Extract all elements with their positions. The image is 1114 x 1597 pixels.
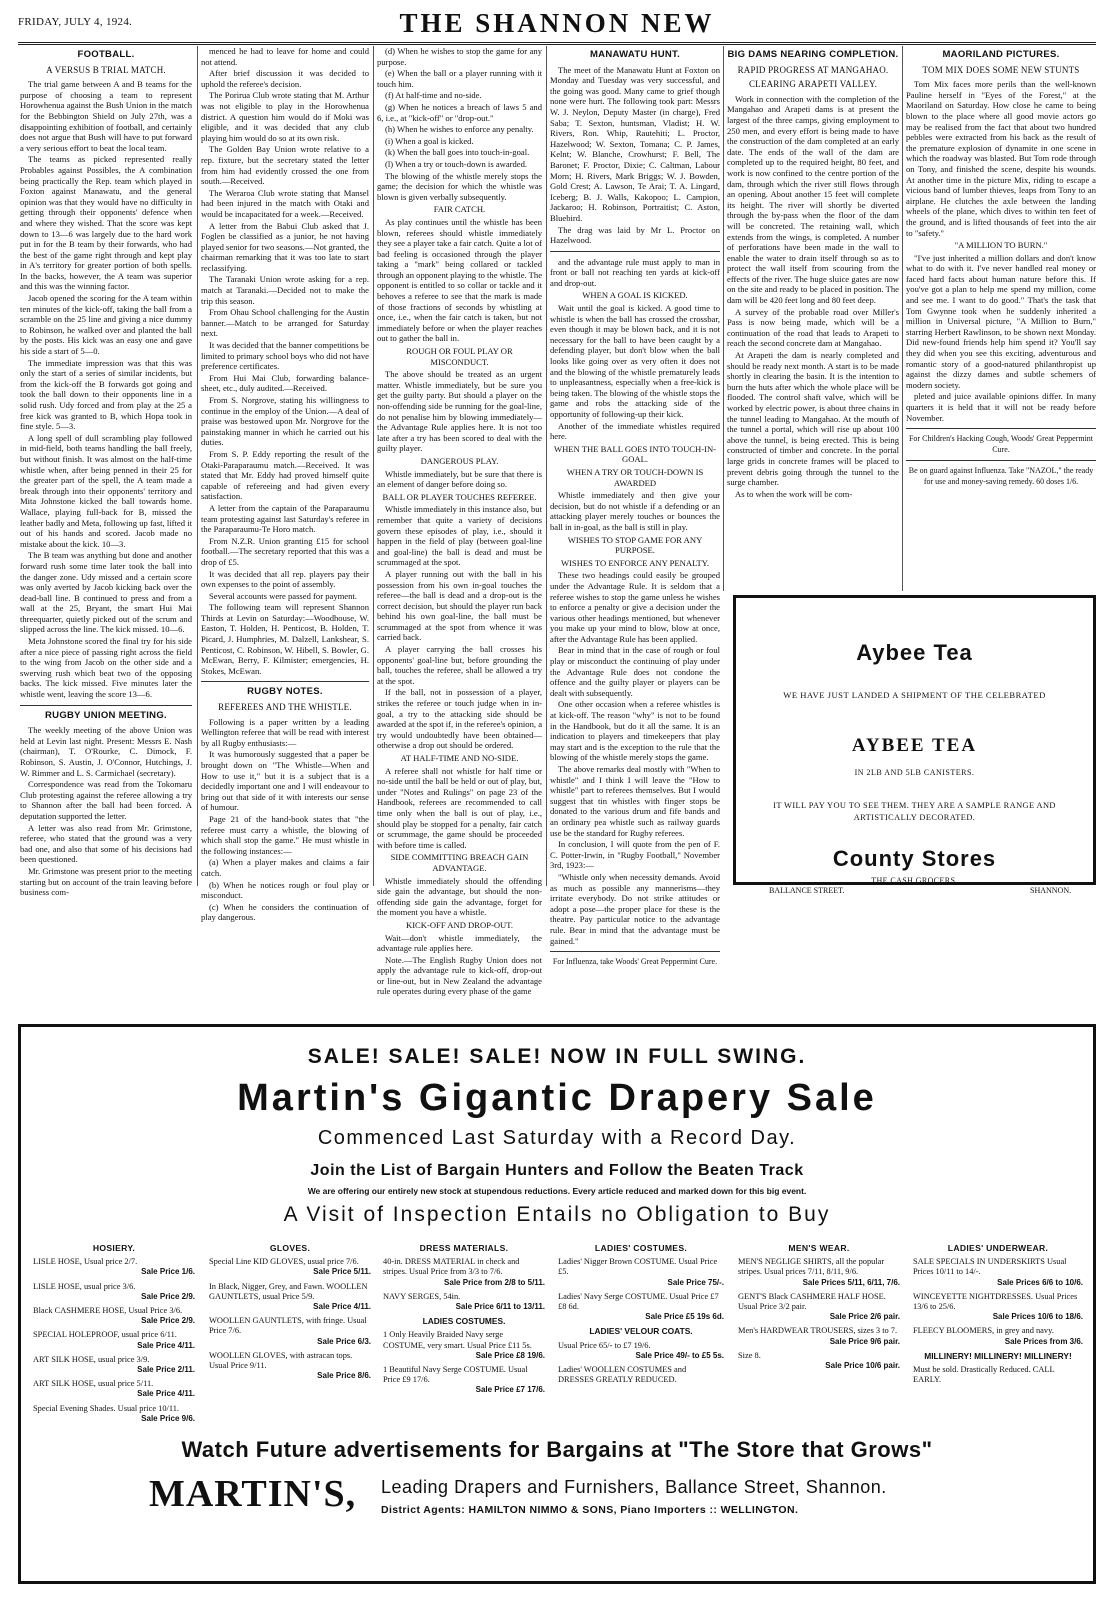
paragraph: The blowing of the whistle merely stops the game; the decision for which the whistle was blown is given verbally subsequently. (377, 170, 542, 202)
sale-category-heading: LADIES' UNDERWEAR. (947, 1243, 1049, 1253)
sale-price-grid (33, 1243, 1081, 1433)
sale-item-price: Sale Price from 2/8 to 5/11. (444, 1277, 545, 1287)
article-subheading: WHEN A TRY OR TOUCH-DOWN IS AWARDED (566, 466, 704, 488)
sale-tagline: Join the List of Bargain Hunters and Follow the Beaten Track (310, 1162, 804, 1179)
sale-item (33, 1404, 195, 1424)
sale-item-description: ART SILK HOSE, usual price 5/11. (33, 1379, 154, 1389)
paragraph: (h) When he wishes to enforce any penalty. (385, 124, 534, 135)
issue-date: FRIDAY, JULY 4, 1924. (18, 16, 133, 28)
sale-item-description: In Black, Nigger, Grey, and Fawn. WOOLLEN GAUNTLETS, usual Price 5/9. (209, 1281, 368, 1301)
section-heading: RUGBY NOTES. (247, 686, 323, 698)
sale-item-price: Sale Price 2/11. (137, 1365, 195, 1375)
paragraph: The teams as picked represented really Probables against Possibles, the A combination being practically the Rep. team which played in Foxton against Manawatu, and the general opinion was that they would have no difficulty in getting through their opponents' defence when and where they wished. That the score was kept down to 13—6 was largely due to the hard work put in for the B team by their forwards, who had the best of the game right through and kept play in A's territory for greater portion of both spells. In the backs, however, the A team was superior and this was the winning factor. (20, 154, 192, 292)
paragraph: A player carrying the ball crosses his opponents' goal-line but, before grounding the ball, touches the referee, shall be allowed a try at the spot. (377, 644, 542, 686)
paragraph: The above should be treated as an urgent matter. Whistle immediately, but be sure you get the guilty party. But should a player on the non-offending side be running for the goal-line, do not penalise him by blowing immediately—the Advantage Rule applies here. It is not too late after a try has been scored to deal with the guilty player. (377, 369, 542, 454)
paragraph: The following team will represent Shannon Thirds at Levin on Saturday:—Woodhouse, W. Easton, T. Holden, H. Penticost, B. Holden, T. Picard, J. Humphries, M. Dalzell, Lankshear, S. Penticost, C. Robinson, W. Hibell, S. Bowler, G. McEwan, Berry, F. Kilmister; emergencies, H. Stokes, McEwan. (201, 602, 369, 676)
sale-category-heading: HOSIERY. (92, 1243, 136, 1253)
article-subheading: CLEARING ARAPETI VALLEY. (748, 79, 878, 90)
sale-item-price: Sale Price 49/- to £5 5s. (635, 1350, 724, 1360)
article-subheading: AT HALF-TIME AND NO-SIDE. (400, 753, 519, 763)
paragraph: From Hui Mai Club, forwarding balance-sheet, etc., duly audited.—Received. (201, 372, 369, 394)
paragraph: Wait until the goal is kicked. A good time to whistle is when the ball has crossed the crossbar, even though it may be blown back, and it is not necessary for the ball to have been caught by a defending player, but don't blow when the ball looks like going over as very often it does not and the blowing of the whistle prematurely leads to unpleasantness, especially when a free-kick is being taken. The blowing of the whistle stops the game and robs the attacking side of the opportunity of following-up their kick. (550, 303, 720, 419)
small-advertisement: Be on guard against Influenza. Take "NAZOL," the ready for use and money-saving remedy. 60 doses 1/6. (908, 466, 1094, 486)
sale-item-price: Sale Price £8 19/6. (475, 1350, 545, 1360)
ad-store-name: County Stores (832, 846, 997, 871)
column-divider (197, 46, 198, 886)
paragraph: Wait—don't whistle immediately, the advantage rule applies here. (377, 932, 542, 954)
paragraph: It was decided that all rep. players pay their own expenses to the point of assembly. (201, 568, 369, 590)
sale-item-price: Sale Price 1/6. (141, 1267, 195, 1277)
column-whistle-rules (377, 46, 542, 1016)
paragraph: Another of the immediate whistles required here. (550, 420, 720, 442)
paragraph: (b) When he notices rough or foul play or misconduct. (201, 879, 369, 901)
article-subheading: FAIR CATCH. (433, 204, 486, 215)
sale-item (33, 1330, 195, 1350)
sale-item (383, 1257, 545, 1288)
ad-text: WE HAVE JUST LANDED A SHIPMENT OF THE CELEBRATED (783, 690, 1046, 700)
sale-category-heading: MEN'S WEAR. (788, 1243, 850, 1253)
sale-item-price: Sale Price 9/6. (141, 1413, 195, 1423)
sale-category-column (738, 1243, 900, 1375)
sale-item-price: Sale Price 9/6 pair. (829, 1336, 900, 1346)
paragraph: The drag was laid by Mr L. Proctor on Hazelwood. (550, 224, 720, 246)
sale-item-description: WOOLLEN GAUNTLETS, with fringe. Usual Price 7/6. (209, 1316, 367, 1336)
section-heading: MAORILAND PICTURES. (942, 49, 1060, 60)
sale-item-price: Sale Price 2/9. (141, 1291, 195, 1301)
paragraph: Whistle immediately in this instance also, but remember that quite a variety of decisions govern these episodes of play, i.e., should it happen in the field of play (between goal-line and goal-line) the ball is dead and must be scrummaged at the spot. (377, 504, 542, 568)
section-heading: MANAWATU HUNT. (589, 49, 681, 60)
paragraph: (c) When he considers the continuation of play dangerous. (201, 901, 369, 923)
sale-item-description: Black CASHMERE HOSE, Usual Price 3/6. (33, 1306, 183, 1316)
sale-item-price: Sale Prices 6/6 to 10/6. (997, 1277, 1083, 1287)
sale-item-price: Sale Price 2/9. (141, 1316, 195, 1326)
sale-item (383, 1330, 545, 1361)
paragraph: One other occasion when a referee whistles is at kick-off. The reason "why" is not to be found in the Handbook, but do it all the same. It is an indication to players and timekeepers that play may start and is the exception to the rule that the blowing of the whistle merely stops the game. (550, 699, 720, 763)
divider (906, 428, 1096, 429)
sale-item (558, 1341, 724, 1361)
sale-item-description: Usual Price 65/- to £7 19/6. (558, 1340, 651, 1350)
paragraph: Bear in mind that in the case of rough or foul play or misconduct the continuing of play under the Advantage Rule does not condone the offence and the guilty player or players can be dealt with subsequently. (550, 645, 720, 698)
sale-item-price: Sale Prices 5/11, 6/11, 7/6. (802, 1277, 900, 1287)
paragraph: Whistle immediately, but be sure that there is an element of danger before doing so. (377, 468, 542, 490)
small-advertisement: For Children's Hacking Cough, Woods' Great Peppermint Cure. (908, 434, 1094, 454)
article-subheading: TOM MIX DOES SOME NEW STUNTS (922, 64, 1080, 75)
sale-item-price: Sale Price 8/6. (317, 1371, 371, 1381)
sale-item-price: Sale Price 6/11 to 13/11. (455, 1302, 545, 1312)
paragraph: (d) When he wishes to stop the game for any purpose. (377, 46, 542, 67)
article-subheading: BALL OR PLAYER TOUCHES REFEREE. (382, 491, 537, 502)
paragraph: Jacob opened the scoring for the A team within ten minutes of the kick-off, taking the ball from a scramble on the 25 line and giving a nice dummy to Robinson, he walked over and planted the ball by the posts. His kick was an easy one and gave his side a start of 5—0. (20, 293, 192, 357)
paragraph: A player running out with the ball in his possession from his own in-goal touches the referee—the ball is dead and a drop-out is the correct decision, but should the player run back behind his own goal-line, the ball must be scrummaged at the spot from whence it was carried back. (377, 568, 542, 643)
sale-banner: SALE! SALE! SALE! NOW IN FULL SWING. (307, 1045, 807, 1068)
column-rugby-notes (201, 46, 369, 1016)
ad-town: SHANNON. (1030, 886, 1072, 895)
paragraph: A letter from the captain of the Paraparaumu team protesting against last Saturday's referee in the Paraparaumu-Te Horo match. (201, 502, 369, 535)
paragraph: Whistle immediately should the offending side gain the advantage, but should the non-offending side gain the advantage, forget for the moment you have a whistle. (377, 875, 542, 918)
sale-category-heading: DRESS MATERIALS. (419, 1243, 509, 1253)
article-subheading: DANGEROUS PLAY. (420, 455, 499, 466)
sale-item-description: ART SILK HOSE, usual price 3/9. (33, 1354, 150, 1364)
divider (201, 681, 369, 682)
sale-subcategory-heading: LADIES' VELOUR COATS. (589, 1326, 693, 1337)
paragraph: Page 21 of the hand-book states that "the referee must carry a whistle, the blowing of which shall stop the game." He must whistle in the following instances:— (201, 813, 369, 856)
sale-tagline: A Visit of Inspection Entails no Obligation to Buy (283, 1203, 831, 1226)
paragraph: Tom Mix faces more perils than the well-known Pauline herself in "Eyes of the Forest," at the Maoriland on Saturday. How close he came to being blown to the place where all good movie actors go may be realised from the fact that about two hundred pebbles were extracted from his back as the result of the premature explosion of dynamite in one scene in which the roadway was blasted. But Tom rode through on Tony, and finished the scene, despite his wounds. At another time in the picture Mix, riding to escape a vicious band of lumber thieves, leaps from Tony to an airplane. He clutches the axle between the landing wheels of the plane, which dives to within ten feet of the ground, and is lifted thousands of feet into the air to "safety." (906, 79, 1096, 238)
sale-category-column (209, 1243, 371, 1385)
sale-item-description: LISLE HOSE, Usual price 2/7. (33, 1257, 138, 1267)
sale-item (383, 1292, 545, 1312)
paragraph: It was decided that the banner competitions be limited to primary school boys who did not have preference certificates. (201, 340, 369, 372)
ad-street: BALLANCE STREET. (769, 886, 845, 895)
sale-item (33, 1379, 195, 1399)
sale-item-description: SPECIAL HOLEPROOF, usual price 6/11. (33, 1330, 177, 1340)
paragraph: The weekly meeting of the above Union was held at Levin last night. Present: Messrs E. Nash (chairman), T. O'Rourke, C. Dimock, F. Robinson, S. Austin, J. O'Connor, Hutchings, J. W. Rimmer and L. S. Carmichael (secretary). (20, 725, 192, 778)
article-subheading: WISHES TO ENFORCE ANY PENALTY. (560, 557, 710, 568)
paragraph: (f) At half-time and no-side. (385, 90, 482, 101)
sale-category-column (383, 1243, 545, 1400)
divider (550, 951, 720, 952)
article-body (201, 717, 369, 923)
paragraph: After brief discussion it was decided to uphold the referee's decision. (201, 68, 369, 89)
sale-item-description: GENT'S Black CASHMERE HALF HOSE. Usual Price 3/2 pair. (738, 1291, 886, 1312)
sale-footer-line: Watch Future advertisements for Bargains at "The Store that Grows" (181, 1437, 933, 1462)
district-agents: District Agents: HAMILTON NIMMO & SONS, Piano Importers :: WELLINGTON. (381, 1504, 799, 1516)
sale-item-price: Sale Price 75/-. (667, 1277, 724, 1287)
column-divider (902, 46, 903, 591)
paragraph: A long spell of dull scrambling play followed in mid-field, both teams handling the ball freely, but without finish. It was almost on the half-time whistle when, after being penned in their 25 for the greater part of the spell, the A team made a break through into their opponents' territory and Mita Johnstone kicked the ball towards home. Wallace, playing full-back for B, missed the leather badly and Meta, following up fast, lifted it out of his hands and scored. Jacob made no mistake about the kick. 10—3. (20, 432, 192, 549)
paragraph: Note.—The English Rugby Union does not apply the advantage rule to kick-off, drop-out or line-out, but in New Zealand the advantage rule operates during every phase of the game (377, 954, 542, 997)
paragraph: Whistle immediately and then give your decision, but do not whistle if a defending or an attacking player merely touches or bounces the ball in in-goal, as the ball is still in play. (550, 490, 720, 532)
paragraph: From S. Norgrove, stating his willingness to continue in the employ of the Union.—A deal of praise was bestowed upon Mr. Norgrove for the painstaking manner in which he carried out his duties. (201, 395, 369, 448)
paragraph: If the ball, not in possession of a player, strikes the referee or touch judge when in in-goal, a try to the attacking side should be awarded at the spot if, in the referee's opinion, a try would undoubtedly have been obtained—otherwise a drop out should be ordered. (377, 687, 542, 751)
sale-item-description: LISLE HOSE, usual price 3/6. (33, 1281, 136, 1291)
paragraph: From Ohau School challenging for the Austin banner.—Match to be arranged for Saturday next. (201, 307, 369, 339)
article-body (201, 46, 369, 676)
sale-category-column (33, 1243, 195, 1428)
sale-item-price: Sale Price 10/6 pair. (825, 1361, 900, 1371)
divider (550, 251, 720, 252)
sale-item-description: NAVY SERGES, 54in. (383, 1291, 461, 1301)
paragraph: pleted and juice available opinions differ. In many quarters it is held that it will not be ready before November. (906, 391, 1096, 423)
sale-item-description: Ladies' Nigger Brown COSTUME. Usual Price £5. (558, 1257, 718, 1277)
paragraph: The Weraroa Club wrote stating that Mansel had been injured in the match with Otaki and would be incapacitated for a week.—Received. (201, 187, 369, 219)
sale-item (33, 1257, 195, 1277)
sale-item (33, 1355, 195, 1375)
sale-item (913, 1257, 1083, 1288)
sale-item-description: 40-in. DRESS MATERIAL in check and stripes. Usual Price from 3/3 to 7/6. (383, 1257, 520, 1277)
paragraph: The immediate impression was that this was only the start of a series of similar incidents, but from the kick-off the B forwards got going and took the ball down to their opponents line in a solid rush. Udy forced and from play at the 25 a free kick was granted to B, which Hopa took in fine style. 5—3. (20, 357, 192, 432)
article-subheading: RAPID PROGRESS AT MANGAHAO. (737, 64, 889, 75)
sale-item-description: 1 Beautiful Navy Serge COSTUME. Usual Price £9 17/6. (383, 1365, 528, 1385)
paragraph: and the advantage rule must apply to man in front or ball not reaching ten yards at kick-off and drop-out. (550, 256, 720, 288)
sale-item (209, 1351, 371, 1382)
sale-item (383, 1365, 545, 1396)
article-body (20, 725, 192, 898)
sale-item (913, 1365, 1083, 1385)
sale-category-column (558, 1243, 724, 1389)
sale-item (209, 1282, 371, 1313)
paragraph: Following is a paper written by a leading Wellington referee that will be read with interest by all Rugby enthusiasts:— (201, 716, 369, 748)
paragraph: At Arapeti the dam is nearly completed and should be ready next month. A start is to be made shortly in clearing the basin. It is the intention to burn the huts after which the whole place will be flooded. The control shaft valve, which will be worked by electric power, is about three chains in the tunnel leading to Mangahao. At the mouth of the tunnel a portal, which will rise up about 100 above the tunnel, is being erected. This is being constructed of timber and concrete. In the portal large grids in concrete frames will be placed to prevent debris going through the tunnel to the surge chamber. (727, 350, 899, 488)
sale-item-price: Sale Price 4/11. (313, 1302, 371, 1312)
column-divider (546, 46, 547, 886)
paragraph: (a) When a player makes and claims a fair catch. (201, 857, 369, 878)
section-heading: FOOTBALL. (77, 49, 135, 60)
paragraph: (g) When he notices a breach of laws 5 and 6, i.e., at "kick-off" or "drop-out." (377, 101, 542, 123)
sale-item-description: WINCEYETTE NIGHTDRESSES. Usual Prices 13/6 to 25/6. (913, 1291, 1078, 1312)
article-subheading: ROUGH OR FOUL PLAY OR MISCONDUCT. (406, 346, 513, 367)
paragraph: From S. P. Eddy reporting the result of the Otaki-Paraparaumu match.—Received. It was stated that Mr. Eddy had proved himself quite capable of refereeing and had given every satisfaction. (201, 448, 369, 502)
sale-subcategory-heading: LADIES COSTUMES. (422, 1316, 506, 1327)
column-divider (723, 46, 724, 591)
divider (20, 705, 192, 706)
sale-item-price: Sale Prices from 3/6. (1004, 1336, 1083, 1346)
sale-item-description: FLEECY BLOOMERS, in grey and navy. (913, 1326, 1054, 1336)
sale-item (738, 1326, 900, 1346)
sale-note: We are offering our entirely new stock at stupendous reductions. Every article reduced and marked down for this big event. (307, 1186, 807, 1196)
newspaper-title: THE SHANNON NEW (399, 8, 715, 38)
sale-tagline: Commenced Last Saturday with a Record Day. (317, 1127, 797, 1149)
article-subheading: REFEREES AND THE WHISTLE. (218, 702, 352, 713)
paragraph: Several accounts were passed for payment. (209, 590, 357, 601)
sale-item-description: 1 Only Heavily Braided Navy serge COSTUME, very smart. Usual Price £11 5s. (383, 1330, 532, 1350)
article-subheading: SIDE COMMITTING BREACH GAIN ADVANTAGE. (390, 852, 529, 873)
ad-brand-title: Aybee Tea (856, 640, 973, 665)
column-big-dams (727, 46, 899, 591)
ad-store-subtitle: THE CASH GROCERS. (871, 876, 958, 885)
article-subheading: "A MILLION TO BURN." (954, 240, 1048, 251)
sale-item (558, 1257, 724, 1288)
sale-item-price: Sale Price 4/11. (137, 1340, 195, 1350)
sale-item (738, 1257, 900, 1288)
sale-item-description: MEN'S NEGLIGE SHIRTS, all the popular stripes. Usual prices 7/11, 8/11, 9/6. (738, 1257, 885, 1277)
sale-item (913, 1292, 1083, 1323)
paragraph: A letter was also read from Mr. Grimstone, referee, who stated that the ground was a very bad one, and also that some of his decisions had been questioned. (20, 822, 192, 865)
sale-item-description: Men's HARDWEAR TROUSERS, sizes 3 to 7. (738, 1326, 898, 1336)
paragraph: "I've just inherited a million dollars and don't know what to do with it. I've never handled real money or faced hard facts about human nature before this. If you've got a plan to help me spend my million, come and see me. I want to do good." That's the task that Tom Gwynne took when he suddenly inherited a million in Universal picture, "A Million to Burn," starring Herbert Rawlinson, to be shown next Monday. Did new-found friends help him spend it? You'll say they did when you see this exciting, adventurous and romantic story of a good-natured philanthropist up against the dizzy dames and subtle schemers of modern society. (906, 252, 1096, 390)
paragraph: These two headings could easily be grouped under the Advantage Rule. It is seldom that a referee wishes to stop the game unless he wishes to enforce a penalty or give a decision under the various other headings mentioned, but whenever you make up your mind to blow, blow at once, after the Advantage Rule has been applied. (550, 570, 720, 644)
sale-item (558, 1365, 724, 1385)
sale-headline: Martin's Gigantic Drapery Sale (237, 1077, 877, 1119)
masthead (18, 8, 1096, 45)
column-football (20, 46, 192, 1016)
article-subheading: WHEN THE BALL GOES INTO TOUCH-IN-GOAL. (553, 443, 717, 465)
sale-item-price: Sale Price £7 17/6. (475, 1385, 545, 1395)
paragraph: A referee shall not whistle for half time or no-side until the ball be held or out of play, but, under "Notes and Rulings" on page 23 of the Handbook, referees are recommended to call time only when the ball is out of play, i.e., should play be stopped for a penalty, fair catch or scrummage, the game should be proceeded with before time is called. (377, 765, 542, 850)
sale-subcategory-heading: MILLINERY! MILLINERY! MILLINERY! (924, 1350, 1072, 1361)
sale-item-description: Must be sold. Drastically Reduced. CALL EARLY. (913, 1365, 1055, 1385)
martins-sale-advertisement (18, 1024, 1096, 1584)
sale-item (209, 1257, 371, 1277)
sale-item (558, 1292, 724, 1323)
paragraph: Work in connection with the completion of the Mangahao and Arapeti dams is at present the largest of the three camps, giving employment to 250 men, and every effort is being made to have the construction of the dam completed at an early date. The ends of the wall of the dam are completed up to the required height, 80 feet, and work is now confined to the centre portion of the dam, through which the river still flows through an opening. About another 15 feet will complete its height. The river will shortly be diverted through the by-pass when the floor of the dam will be concreted. The retaining wall, which extends from the wings, is completed. A number of perforations have been made in the wall to enable the water to drain itself through so as to protect the wall itself from scouring from the effects of the river. The huge sluice gates are now on the site and ready to be placed in position. The dam will be 420 feet long and 80 feet deep. (727, 93, 899, 306)
paragraph: "Whistle only when necessity demands. Avoid as much as possible any mannerisms—they irritate everybody. Do not strike attitudes or adopt a pose—the proper place for these is the theatre. Pay particular notice to the advantage rule. Bear in mind that the advantage must be gained." (550, 871, 720, 946)
paragraph: The B team was anything but done and another forward rush some time later took the ball into the danger zone. Udy missed and a certain score was only averted by Jacob kicking back over the dead-ball line. B continued to press and from a wall at the 25, Bryant, the smart Hui Mai threequarter, quietly picked out of the scrum and slipped across the line. The kick missed. 10—6. (20, 550, 192, 635)
article-subheading: WISHES TO STOP GAME FOR ANY PURPOSE. (567, 534, 703, 556)
sale-item-description: Ladies' WOOLLEN COSTUMES and DRESSES GREATLY REDUCED. (558, 1365, 687, 1385)
sale-category-heading: LADIES' COSTUMES. (594, 1243, 688, 1253)
sale-item-price: Sale Prices 10/6 to 18/6. (992, 1312, 1083, 1322)
sale-item-price: Sale Price 4/11. (137, 1389, 195, 1399)
sale-category-heading: GLOVES. (269, 1243, 311, 1253)
sale-item (209, 1316, 371, 1347)
article-subheading: WHEN A GOAL IS KICKED. (582, 290, 688, 301)
column-manawatu-hunt (550, 46, 720, 1016)
section-heading: RUGBY UNION MEETING. (45, 709, 167, 721)
sale-item-description: Ladies' Navy Serge COSTUME. Usual Price £7 £8 6d. (558, 1291, 719, 1312)
paragraph: (i) When a goal is kicked. (385, 135, 474, 146)
paragraph: menced he had to leave for home and could not attend. (201, 46, 369, 67)
small-advertisement: For Influenza, take Woods' Great Peppermint Cure. (552, 957, 718, 967)
sale-item (738, 1351, 900, 1371)
sale-item-price: Sale Price 5/11. (313, 1267, 371, 1277)
article-body (20, 79, 192, 699)
paragraph: (k) When the ball goes into touch-in-goal. (385, 147, 530, 158)
ad-text: IT WILL PAY YOU TO SEE THEM. THEY ARE A SAMPLE RANGE AND ARTISTICALLY DECORATED. (773, 801, 1056, 822)
paragraph: A survey of the probable road over Miller's Pass is now being made, which will be a continuation of the road that leads to Arapeti to reach the second concrete dam at Mangahao. (727, 306, 899, 349)
sale-category-column (913, 1243, 1083, 1389)
column-maoriland-pictures (906, 46, 1096, 591)
paragraph: (l) When a try or touch-down is awarded. (385, 158, 528, 169)
sale-item-price: Sale Price 6/3. (317, 1336, 371, 1346)
sale-item (738, 1292, 900, 1323)
paragraph: The trial game between A and B teams for the purpose of choosing a team to represent Horowhenua against the Bush Union in the match for the Bebbington Shield on July 27th, was a disappointing exhibition of football, and certainly does not argue that Bush will have to put forward a very serious effort to beat the local team. (20, 79, 192, 153)
paragraph: It was humorously suggested that a paper be brought down on "The Whistle—When and How to use it," but it is a subject that is a decidedly important one and I will endeavour to bring out that side of it with interests our sense of humour. (201, 749, 369, 813)
paragraph: The meet of the Manawatu Hunt at Foxton on Monday and Tuesday was very successful, and the going was good. Many came to grief though none were hurt. The following took part: Messrs W. J. Neylon, Deputy Master (in charge), Fred Saba; T. Sexton, huntsman, Vladist; H. W. Rivers, Ron. Whip, Rautehiti; L. Proctor, Hazelwood; W. Sexton, Tomana; C. P. James, Kelnt; W. Blanche, Crowhurst; F. Bell, The Baronet; F. Proctor, Dixie; C. Caltman, Labour Morn; H. Rivers, Mark Briggs; W. J. Bowden, Gold Crest; A. Lawson, Te Arai; T. A. Lingard, Iceberg; B. J. Walls, Kakopoo; L. Campion, Jackaroo; H. Robinson, Portraitist; C. Aston, Bluebird. (550, 64, 720, 223)
paragraph: (e) When the ball or a player running with it touch him. (377, 68, 542, 89)
ad-text: IN 2LB AND 5LB CANISTERS. (854, 768, 975, 777)
column-divider (373, 46, 374, 886)
sale-item (33, 1282, 195, 1302)
sale-item-description: Special Evening Shades. Usual price 10/11. (33, 1403, 179, 1413)
sale-item-price: Sale Price 2/6 pair. (829, 1312, 900, 1322)
sale-item-description: Special Line KID GLOVES, usual price 7/6. (209, 1257, 359, 1267)
sale-item-description: WOOLLEN GLOVES, with astracan tops. Usual Price 9/11. (209, 1350, 353, 1371)
ad-brand-name: AYBEE TEA (851, 735, 978, 756)
paragraph: From N.Z.R. Union granting £15 for school football.—The secretary reported that this was a drop of £5. (201, 535, 369, 567)
paragraph: Mr. Grimstone was present prior to the meeting starting but on account of the train leaving before business com- (20, 865, 192, 898)
paragraph: As play continues until the whistle has been blown, referees should whistle immediately they see a player take a fair catch. Quite a lot of bad feeling is occasioned through the player taking a "mark" being collared or tackled through an opponent playing to the whistle. The opponent is entitled to so collar or tackle and it behoves a referee to see that the mark is made of those fractions of seconds by whistling at once, i.e., when the fair catch is taken, but not immediately before or when the player reaches out to gather the ball in. (377, 216, 542, 344)
sale-item-price: Sale Price £5 19s 6d. (645, 1312, 724, 1322)
paragraph: The above remarks deal mostly with "When to whistle" and I think I will leave the "How to whistle" part to referees themselves. But I would suggest that tin whistles with finger stops be donated to the various drum and fife bands and an ordinary pea whistle such as railway guards use be the standard for Rugby referees. (550, 764, 720, 838)
store-description: Leading Drapers and Furnishers, Ballance Street, Shannon. (381, 1477, 887, 1497)
paragraph: The Golden Bay Union wrote relative to a rep. fixture, but the secretary stated the letter from him had evidently crossed the one from south.—Received. (201, 144, 369, 187)
paragraph: As to when the work will be com- (735, 488, 853, 499)
paragraph: The Taranaki Union wrote asking for a rep. match at Taranaki.—Decided not to make the trip this season. (201, 274, 369, 306)
store-name: MARTIN'S, (149, 1473, 357, 1515)
paragraph: Correspondence was read from the Tokomaru Club protesting against the referee allowing a try to Shannon after the ball had been forced. A deputation supported the letter. (20, 779, 192, 821)
article-subheading: A VERSUS B TRIAL MATCH. (46, 64, 166, 75)
paragraph: A letter from the Babui Club asked that J. Foglen be classified as a junior, he not having played senior for two seasons.—Not granted, the chairman remarking that it was too late to start reclassifying. (201, 220, 369, 273)
sale-item-description: SALE SPECIALS IN UNDERSKIRTS Usual Prices 10/11 to 14/-. (913, 1257, 1067, 1277)
paragraph: In conclusion, I will quote from the pen of F. C. Potter-Irwin, in "Rugby Football," November 3rd, 1923:— (550, 839, 720, 871)
sale-item (33, 1306, 195, 1326)
section-heading: BIG DAMS NEARING COMPLETION. (727, 49, 899, 60)
sale-item (913, 1326, 1083, 1346)
paragraph: Meta Johnstone scored the final try for his side after a nice piece of passing right across the field to the wing from Jacob on the other side and a swerving rush which beat two of the opposing backs. The kick missed. Five minutes later the whistle went, leaving the score 13—6. (20, 636, 192, 700)
divider (906, 460, 1096, 461)
paragraph: The Porirua Club wrote stating that M. Arthur was not eligible to play in the Horowhenua district. A question him would do if Moki was eligible, and it was decided that any club playing him would do so at its own risk. (201, 90, 369, 143)
article-subheading: KICK-OFF AND DROP-OUT. (405, 919, 514, 930)
aybee-tea-advertisement (733, 595, 1096, 885)
sale-item-description: Size 8. (738, 1350, 761, 1360)
